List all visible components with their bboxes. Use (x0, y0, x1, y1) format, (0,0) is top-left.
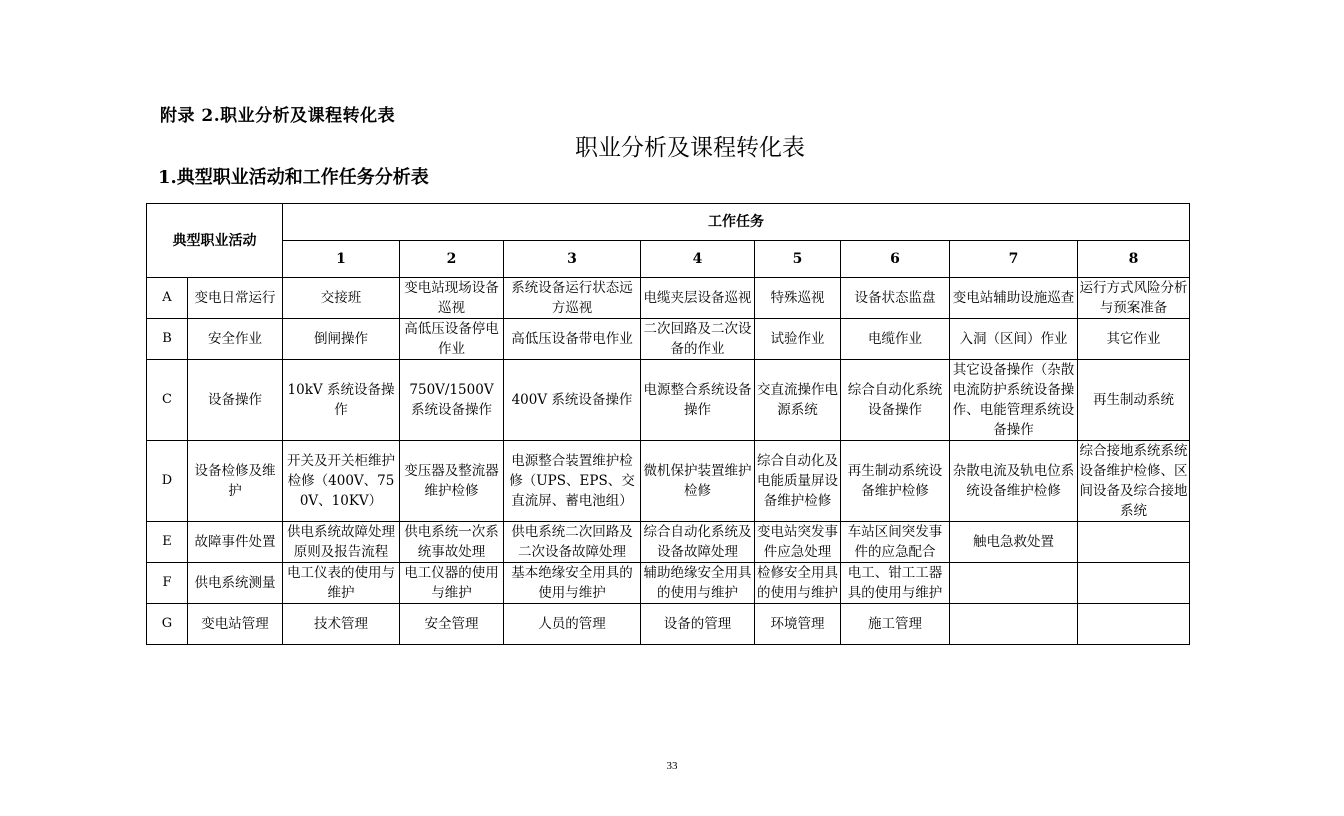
activity-cell: 故障事件处置 (188, 522, 283, 563)
task-cell: 交直流操作电源系统 (755, 360, 841, 441)
task-cell (950, 604, 1078, 645)
task-cell: 高低压设备停电作业 (400, 319, 504, 360)
table-row (147, 278, 1190, 319)
task-cell: 电工仪器的使用与维护 (400, 563, 504, 604)
task-cell: 施工管理 (841, 604, 950, 645)
task-cell: 其它作业 (1078, 319, 1190, 360)
task-number: 3 (504, 241, 641, 278)
task-cell: 电缆作业 (841, 319, 950, 360)
task-number: 6 (841, 241, 950, 278)
task-cell: 环境管理 (755, 604, 841, 645)
task-cell: 电工仪表的使用与维护 (283, 563, 400, 604)
task-cell: 开关及开关柜维护检修（400V、750V、10KV） (283, 441, 400, 522)
corner-header: 典型职业活动 (147, 204, 283, 278)
task-cell: 10kV 系统设备操作 (283, 360, 400, 441)
task-cell: 供电系统二次回路及二次设备故障处理 (504, 522, 641, 563)
task-cell: 检修安全用具的使用与维护 (755, 563, 841, 604)
task-cell: 供电系统一次系统事故处理 (400, 522, 504, 563)
tasks-header: 工作任务 (283, 204, 1190, 241)
activity-cell: 设备操作 (188, 360, 283, 441)
table-row (147, 563, 1190, 604)
task-cell: 电源整合系统设备操作 (641, 360, 755, 441)
task-cell: 运行方式风险分析与预案准备 (1078, 278, 1190, 319)
task-cell: 供电系统故障处理原则及报告流程 (283, 522, 400, 563)
task-number: 8 (1078, 241, 1190, 278)
task-cell: 变电站辅助设施巡查 (950, 278, 1078, 319)
task-number: 2 (400, 241, 504, 278)
task-cell: 倒闸操作 (283, 319, 400, 360)
task-cell: 综合自动化系统设备操作 (841, 360, 950, 441)
task-cell: 杂散电流及轨电位系统设备维护检修 (950, 441, 1078, 522)
task-cell: 系统设备运行状态远方巡视 (504, 278, 641, 319)
activity-cell: 安全作业 (188, 319, 283, 360)
activity-cell: 供电系统测量 (188, 563, 283, 604)
task-cell: 电工、钳工工器具的使用与维护 (841, 563, 950, 604)
activity-cell: 变电日常运行 (188, 278, 283, 319)
row-code: F (147, 563, 188, 604)
task-cell: 综合接地系统系统设备维护检修、区间设备及综合接地系统 (1078, 441, 1190, 522)
task-cell: 再生制动系统 (1078, 360, 1190, 441)
task-cell: 综合自动化及电能质量屏设备维护检修 (755, 441, 841, 522)
task-cell: 变电站现场设备巡视 (400, 278, 504, 319)
task-cell: 750V/1500V 系统设备操作 (400, 360, 504, 441)
task-cell: 入洞（区间）作业 (950, 319, 1078, 360)
task-cell: 特殊巡视 (755, 278, 841, 319)
row-code: A (147, 278, 188, 319)
task-number: 7 (950, 241, 1078, 278)
row-code: G (147, 604, 188, 645)
table-row (147, 604, 1190, 645)
task-cell: 变电站突发事件应急处理 (755, 522, 841, 563)
table-header-row (147, 204, 1190, 241)
appendix-title: 附录 2.职业分析及课程转化表 (160, 106, 396, 126)
task-cell: 400V 系统设备操作 (504, 360, 641, 441)
row-code: E (147, 522, 188, 563)
task-cell: 触电急救处置 (950, 522, 1078, 563)
main-title: 职业分析及课程转化表 (575, 135, 805, 161)
task-cell: 设备状态监盘 (841, 278, 950, 319)
task-cell: 安全管理 (400, 604, 504, 645)
task-cell: 人员的管理 (504, 604, 641, 645)
task-cell: 车站区间突发事件的应急配合 (841, 522, 950, 563)
task-cell: 基本绝缘安全用具的使用与维护 (504, 563, 641, 604)
row-code: D (147, 441, 188, 522)
task-cell: 技术管理 (283, 604, 400, 645)
table-row (147, 522, 1190, 563)
task-cell: 二次回路及二次设备的作业 (641, 319, 755, 360)
task-cell (1078, 522, 1190, 563)
task-cell: 高低压设备带电作业 (504, 319, 641, 360)
job-task-analysis-table (146, 203, 1190, 645)
task-cell: 电源整合装置维护检修（UPS、EPS、交直流屏、蓄电池组） (504, 441, 641, 522)
task-number: 1 (283, 241, 400, 278)
task-cell: 其它设备操作（杂散电流防护系统设备操作、电能管理系统设备操作 (950, 360, 1078, 441)
task-cell: 辅助绝缘安全用具的使用与维护 (641, 563, 755, 604)
task-cell: 变压器及整流器维护检修 (400, 441, 504, 522)
task-number: 4 (641, 241, 755, 278)
task-cell: 综合自动化系统及设备故障处理 (641, 522, 755, 563)
table-row (147, 319, 1190, 360)
task-cell (950, 563, 1078, 604)
row-code: B (147, 319, 188, 360)
task-number-row (147, 241, 1190, 278)
row-code: C (147, 360, 188, 441)
section-title: 1.典型职业活动和工作任务分析表 (158, 167, 429, 188)
task-cell: 交接班 (283, 278, 400, 319)
page-number: 33 (666, 760, 678, 772)
task-cell: 电缆夹层设备巡视 (641, 278, 755, 319)
task-cell: 再生制动系统设备维护检修 (841, 441, 950, 522)
task-cell (1078, 563, 1190, 604)
table-row (147, 360, 1190, 441)
task-cell (1078, 604, 1190, 645)
activity-cell: 变电站管理 (188, 604, 283, 645)
task-cell: 微机保护装置维护检修 (641, 441, 755, 522)
activity-cell: 设备检修及维护 (188, 441, 283, 522)
task-number: 5 (755, 241, 841, 278)
table-row (147, 441, 1190, 522)
task-cell: 试验作业 (755, 319, 841, 360)
task-cell: 设备的管理 (641, 604, 755, 645)
